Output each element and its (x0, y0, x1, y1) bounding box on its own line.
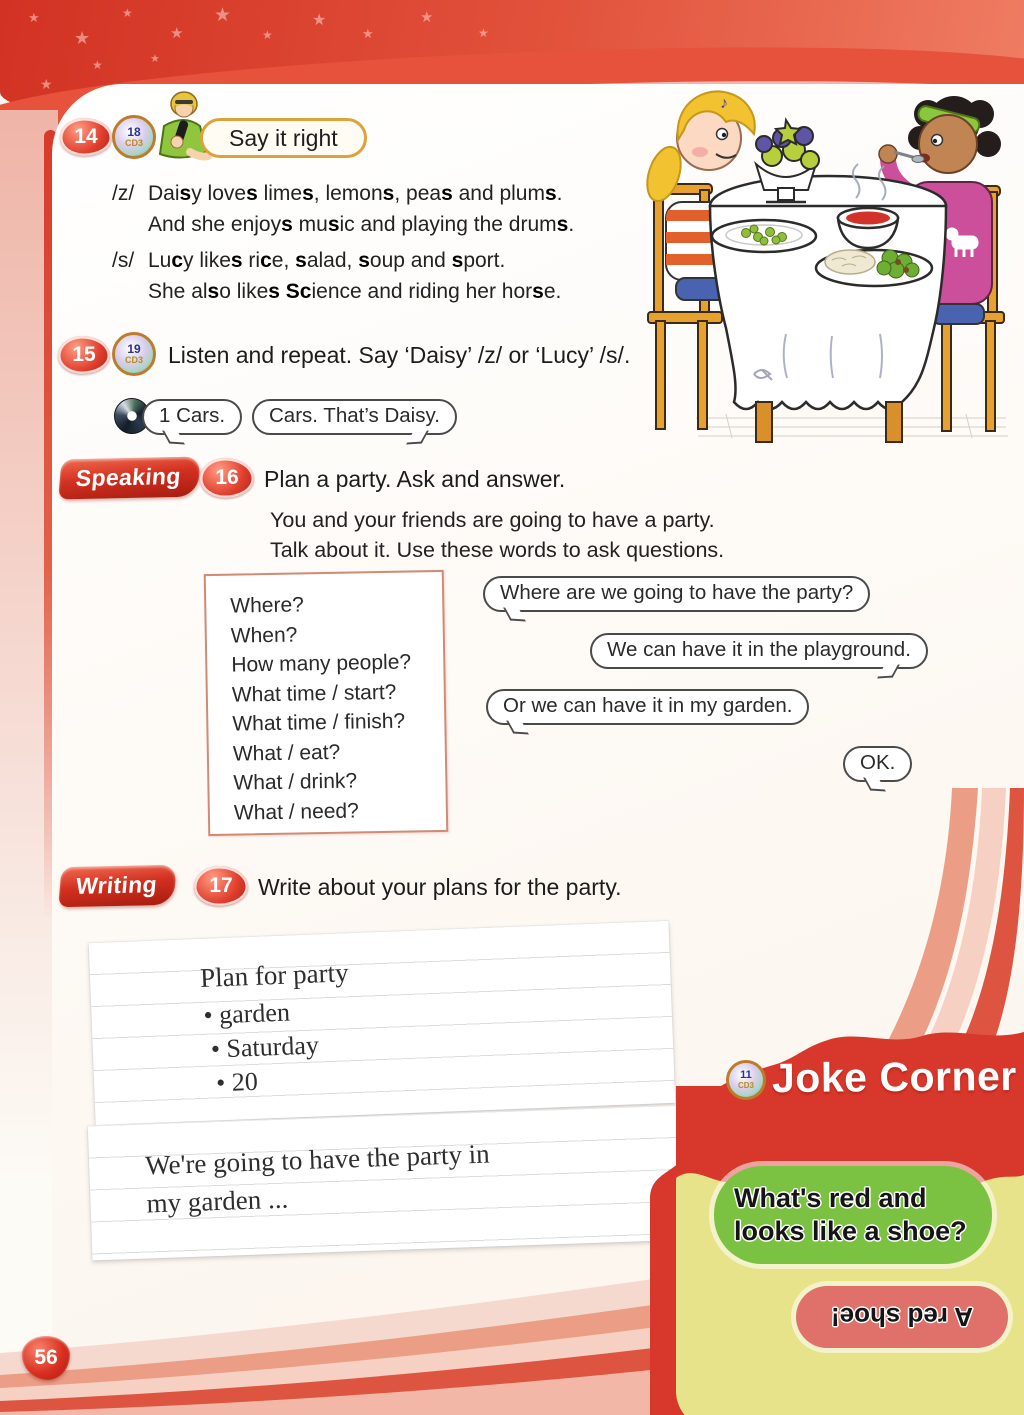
dialogue-text: Where are we going to have the party? (500, 581, 854, 604)
cd-track-number: 19 (127, 342, 141, 356)
star-icon: ★ (362, 26, 374, 41)
exercise-15-instruction: Listen and repeat. Say ‘Daisy’ /z/ or ‘Lucy’ /s/. (168, 342, 631, 368)
prompt-item: What time / start? (231, 680, 397, 707)
exercise-14-badge: 14 (60, 118, 112, 156)
star-icon: ★ (262, 28, 273, 42)
note-item (203, 998, 290, 1031)
prompt-item: What / drink? (233, 769, 358, 795)
speaking-intro-line2: Talk about it. Use these words to ask questions. (270, 538, 725, 562)
prompt-item: How many people? (231, 650, 412, 677)
note-item (216, 1067, 259, 1099)
phonics-block (112, 182, 672, 304)
exercise-17-instruction: Write about your plans for the party. (258, 874, 622, 900)
joke-corner-title: Joke Corner (771, 1052, 1017, 1102)
bullet-icon: • (210, 1034, 221, 1064)
joke-answer-text: A red shoe! (830, 1302, 974, 1332)
example-prompt-text: 1 Cars. (159, 404, 226, 427)
phoneme-label: /s/ (112, 249, 135, 272)
star-icon: ★ (40, 76, 53, 92)
exercise-16-badge: 16 (200, 458, 254, 498)
dialogue-bubble-1 (483, 576, 870, 612)
phoneme-label: /z/ (112, 182, 135, 205)
star-icon: ★ (214, 5, 232, 26)
note-item-text: garden (218, 997, 291, 1030)
note-item-text: 20 (231, 1066, 259, 1097)
bullet-icon: • (203, 1000, 214, 1030)
draft-line2: my garden ... (146, 1183, 289, 1219)
star-icon: ★ (150, 53, 160, 65)
speaking-section-pill (58, 457, 200, 500)
draft-line1: We're going to have the party in (144, 1138, 491, 1181)
joke-question-blob (714, 1166, 992, 1264)
phonics-line: Daisy loves limes, lemons, peas and plums. (148, 182, 563, 205)
note-item-text: Saturday (225, 1030, 320, 1063)
draft-paper (88, 1106, 692, 1261)
dialogue-text: Or we can have it in my garden. (503, 694, 793, 717)
cd-disc-label: CD3 (124, 138, 143, 148)
prompt-item: Where? (230, 593, 305, 618)
exercise-16-instruction: Plan a party. Ask and answer. (264, 466, 566, 492)
speaking-label: Speaking (74, 462, 182, 491)
star-icon: ★ (312, 12, 327, 29)
right-stripes-decor (856, 788, 1024, 1068)
say-it-right-label: Say it right (229, 124, 338, 151)
star-icon: ★ (92, 58, 103, 72)
svg-text:♪: ♪ (720, 95, 728, 112)
star-icon: ★ (478, 26, 489, 40)
cd-disc-label: CD3 (124, 355, 143, 365)
star-icon: ★ (28, 10, 40, 25)
dialogue-bubble-3 (486, 689, 809, 725)
phonics-line: She also likes Science and riding her horse. (148, 280, 562, 303)
dialogue-bubble-2 (590, 633, 928, 669)
dialogue-bubble-4 (843, 746, 912, 782)
star-icon: ★ (74, 28, 91, 48)
joke-answer-blob (796, 1286, 1008, 1348)
say-it-right-pill (200, 118, 367, 158)
exercise-15-badge: 15 (58, 336, 110, 374)
cd-disc-label: CD3 (737, 1081, 754, 1090)
prompt-item: What time / finish? (232, 709, 406, 736)
cd-track-number: 18 (127, 125, 141, 139)
joke-question-line2: looks like a shoe? (734, 1216, 967, 1246)
cd-track-badge (726, 1060, 766, 1100)
star-icon: ★ (420, 9, 434, 26)
cd-track-number: 11 (740, 1069, 752, 1081)
example-prompt-bubble (142, 399, 242, 435)
prompt-item: What / need? (233, 798, 360, 825)
phonics-line: Lucy likes rice, salad, soup and sport. (148, 249, 506, 272)
note-paper (89, 921, 676, 1125)
example-response-bubble (252, 399, 457, 435)
note-item (210, 1030, 319, 1064)
star-icon: ★ (122, 6, 133, 20)
dialogue-text: OK. (860, 751, 896, 774)
question-prompts-box (204, 570, 449, 836)
phonics-line: And she enjoys music and playing the drums. (148, 213, 575, 236)
exercise-17-badge: 17 (194, 866, 248, 906)
star-icon: ★ (170, 25, 184, 42)
cd-track-badge (112, 332, 156, 376)
dialogue-text: We can have it in the playground. (607, 638, 911, 661)
page-number-badge: 56 (22, 1336, 70, 1380)
example-response-text: Cars. That’s Daisy. (269, 404, 440, 427)
writing-section-pill (58, 865, 176, 907)
prompt-item: When? (230, 622, 298, 648)
bullet-icon: • (215, 1068, 226, 1098)
joke-question-line1: What's red and (734, 1183, 927, 1213)
note-title: Plan for party (199, 957, 350, 993)
dinner-illustration (636, 86, 1024, 450)
prompt-item: What / eat? (232, 740, 341, 766)
speaking-intro-line1: You and your friends are going to have a party. (270, 508, 715, 532)
writing-label: Writing (74, 870, 159, 899)
